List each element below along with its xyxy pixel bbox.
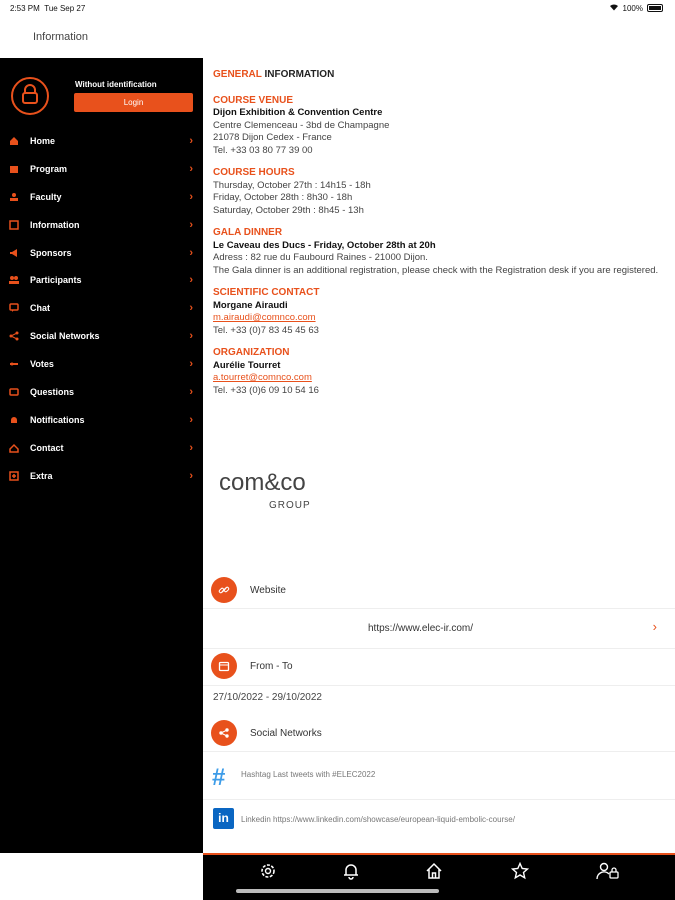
gala-note: The Gala dinner is an additional registration, please check with the Registration desk if you are registered. (213, 264, 659, 276)
from-to-row (203, 649, 675, 686)
sidebar-item-home[interactable] (0, 127, 203, 155)
title-bar (0, 18, 675, 58)
logo-subtitle: GROUP (269, 500, 311, 511)
course-venue-section (213, 95, 668, 158)
contact-email-link[interactable]: m.airaudi@comnco.com (213, 312, 316, 323)
hours-line: Thursday, October 27th : 14h15 - 18h (213, 179, 371, 191)
sidebar-item-label: Contact (30, 442, 64, 453)
status-right (609, 3, 663, 13)
hashtag-icon: # (212, 764, 226, 791)
from-to-label: From - To (250, 661, 293, 672)
group-icon (9, 275, 19, 285)
chevron-right-icon: › (189, 358, 193, 371)
chevron-right-icon: › (189, 134, 193, 147)
sidebar-item-label: Extra (30, 470, 53, 481)
sidebar-item-label: Notifications (30, 414, 85, 425)
sidebar-item-label: Information (30, 219, 80, 230)
page-title: Information (33, 31, 89, 43)
linkedin-icon: in (213, 808, 234, 829)
sidebar-item-information[interactable] (0, 211, 203, 239)
wifi-icon (609, 3, 619, 13)
link-icon (211, 577, 237, 603)
sidebar-item-label: Sponsors (30, 247, 72, 258)
sidebar-item-participants[interactable] (0, 266, 203, 294)
question-icon (9, 387, 19, 397)
section-title: COURSE HOURS (213, 167, 295, 178)
contact-email-link[interactable]: a.tourret@comnco.com (213, 372, 312, 383)
person-icon (9, 192, 19, 202)
hashtag-row[interactable] (203, 752, 675, 800)
section-title: ORGANIZATION (213, 347, 290, 358)
home-icon (9, 136, 19, 146)
chevron-right-icon: › (189, 441, 193, 454)
section-title: SCIENTIFIC CONTACT (213, 287, 320, 298)
home-indicator[interactable] (236, 889, 439, 893)
sidebar-item-label: Home (30, 135, 56, 146)
course-hours-section (213, 167, 668, 217)
chevron-right-icon: › (189, 162, 193, 175)
gala-address: Adress : 82 rue du Faubourd Raines - 21000 Dijon. (213, 252, 428, 263)
lock-icon (21, 84, 39, 109)
sidebar-item-sponsors[interactable] (0, 239, 203, 267)
calendar-icon (9, 164, 19, 174)
sidebar-item-chat[interactable] (0, 294, 203, 322)
hours-line: Saturday, October 29th : 8h45 - 13h (213, 204, 364, 216)
comnco-logo (219, 463, 344, 513)
contact-phone: Tel. +33 (0)7 83 45 45 63 (213, 324, 319, 336)
contact-icon (9, 443, 19, 453)
chat-icon (9, 303, 19, 313)
sidebar-item-label: Program (30, 163, 68, 174)
chevron-right-icon: › (189, 218, 193, 231)
chevron-right-icon: › (189, 274, 193, 287)
share-icon (9, 331, 19, 341)
chevron-right-icon: › (189, 330, 193, 343)
home-icon (425, 862, 443, 885)
sidebar-item-questions[interactable] (0, 378, 203, 406)
chevron-right-icon: › (652, 619, 657, 634)
hours-line: Friday, October 28th : 8h30 - 18h (213, 192, 353, 203)
sidebar-item-label: Faculty (30, 191, 62, 202)
website-row (203, 575, 675, 609)
gear-icon (259, 862, 277, 885)
chevron-right-icon: › (189, 469, 193, 482)
tab-settings[interactable] (257, 862, 279, 884)
website-label: Website (250, 585, 286, 596)
info-icon (9, 220, 19, 230)
sidebar-item-label: Votes (30, 359, 54, 370)
sidebar-item-extra[interactable] (0, 462, 203, 490)
contact-name: Morgane Airaudi (213, 299, 288, 311)
chevron-right-icon: › (189, 302, 193, 315)
identification-status: Without identification (75, 80, 157, 89)
tab-notifications[interactable] (340, 862, 362, 884)
sidebar-item-votes[interactable] (0, 350, 203, 378)
venue-address-line: 21078 Dijon Cedex - France (213, 132, 332, 143)
contact-phone: Tel. +33 (0)6 09 10 54 16 (213, 384, 319, 396)
sidebar-item-label: Participants (30, 275, 82, 286)
main-content (203, 58, 675, 853)
organization-section (213, 347, 668, 397)
user-lock-icon (596, 862, 620, 885)
lock-avatar[interactable] (11, 77, 49, 115)
general-information (213, 69, 668, 407)
venue-phone: Tel. +33 03 80 77 39 00 (213, 144, 313, 156)
sidebar-item-contact[interactable] (0, 434, 203, 462)
status-bar (0, 0, 675, 18)
sidebar-item-faculty[interactable] (0, 183, 203, 211)
vote-icon (9, 359, 19, 369)
battery-icon (647, 4, 663, 12)
social-networks-label: Social Networks (250, 728, 322, 739)
plus-icon (9, 471, 19, 481)
chevron-right-icon: › (189, 385, 193, 398)
sidebar-item-label: Questions (30, 386, 75, 397)
linkedin-row[interactable] (203, 800, 675, 840)
bell-icon (9, 415, 19, 425)
scientific-contact-section (213, 287, 668, 337)
hashtag-text[interactable]: Hashtag Last tweets with #ELEC2022 (241, 770, 376, 779)
tab-account[interactable] (595, 862, 621, 884)
sidebar-item-notifications[interactable] (0, 406, 203, 434)
venue-name: Dijon Exhibition & Convention Centre (213, 107, 383, 118)
chevron-right-icon: › (189, 190, 193, 203)
sidebar-item-social-networks[interactable] (0, 322, 203, 350)
sidebar-item-label: Social Networks (30, 331, 100, 342)
sidebar-item-label: Chat (30, 303, 50, 314)
website-url[interactable]: https://www.elec-ir.com/ (368, 623, 474, 634)
gala-name: Le Caveau des Ducs - Friday, October 28th at 20h (213, 239, 436, 251)
status-time: 2:53 PM Tue Sep 27 (10, 4, 86, 13)
calendar-icon (211, 653, 237, 679)
event-dates: 27/10/2022 - 29/10/2022 (213, 692, 322, 703)
chevron-right-icon: › (189, 413, 193, 426)
login-button[interactable]: Login (74, 93, 193, 112)
section-title: COURSE VENUE (213, 94, 294, 106)
bell-icon (342, 862, 360, 885)
contact-name: Aurélie Tourret (213, 359, 281, 371)
chevron-right-icon: › (189, 246, 193, 259)
tab-favorites[interactable] (509, 862, 531, 884)
social-networks-row (203, 710, 675, 752)
tab-home[interactable] (423, 862, 445, 884)
share-icon (211, 720, 237, 746)
star-icon (511, 862, 529, 885)
megaphone-icon (9, 248, 19, 258)
sidebar-menu (0, 127, 203, 490)
venue-address-line: Centre Clemenceau - 3bd de Champagne (213, 119, 390, 131)
gala-dinner-section (213, 227, 668, 277)
section-title: GALA DINNER (213, 227, 283, 238)
logo-wordmark: com&co (219, 469, 306, 496)
sidebar (0, 58, 203, 853)
linkedin-text[interactable]: Linkedin https://www.linkedin.com/showcase/european-liquid-embolic-course/ (241, 815, 515, 824)
battery-percent: 100% (622, 3, 643, 13)
sidebar-item-program[interactable] (0, 155, 203, 183)
info-heading: GENERAL INFORMATION (213, 69, 335, 80)
website-url-row[interactable] (203, 609, 675, 649)
